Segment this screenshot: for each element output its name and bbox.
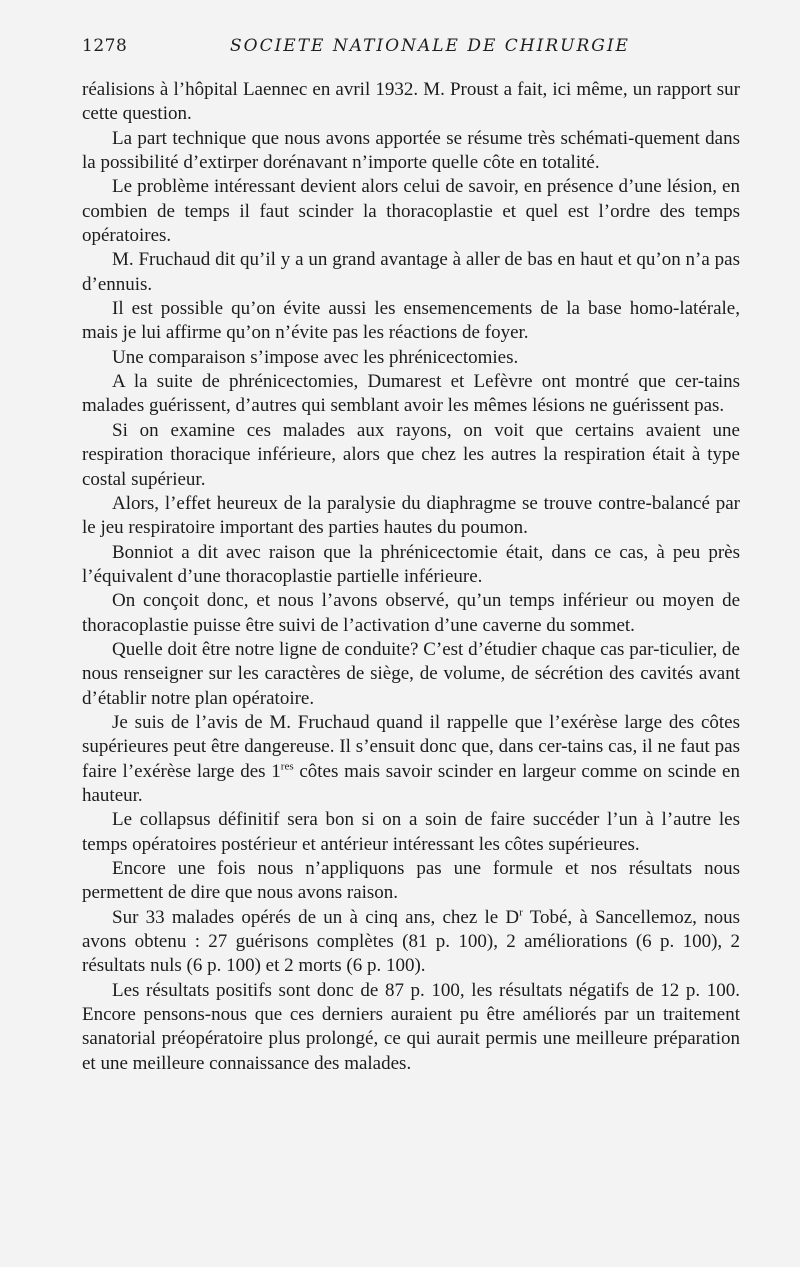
page-number: 1278 [82, 36, 128, 56]
body-text [82, 78, 740, 1076]
paragraph: M. Fruchaud dit qu’il y a un grand avantage à aller de bas en haut et qu’on n’a pas d’ennuis. [82, 249, 740, 295]
text-run: Tobé, à Sancellemoz, nous avons obtenu : 27 guérisons complètes (81 p. 100), 2 améliorations (6 p. 100), 2 résultats nuls (6 p. 100) et 2 morts (6 p. 100). [82, 906, 741, 977]
paragraph: Si on examine ces malades aux rayons, on voit que certains avaient une respiration thoracique inférieure, alors que chez les autres la respiration était à type costal supérieur. [82, 419, 740, 490]
text-run: Je suis de l’avis de M. Fruchaud quand il rappelle que l’exérèse large des côtes supérieures peut être dangereuse. Il s’ensuit donc que, dans cer-tains cas, il ne faut pas faire l’exérèse large des 1 [82, 711, 740, 782]
paragraph: La part technique que nous avons apportée se résume très schémati-quement dans la possibilité d’extirper dorénavant n’importe quelle côte en totalité. [82, 127, 740, 174]
paragraph: On conçoit donc, et nous l’avons observé, qu’un temps inférieur ou moyen de thoracoplastie puisse être suivi de l’activation d’une caverne du sommet. [82, 590, 740, 636]
paragraph: Quelle doit être notre ligne de conduite? C’est d’étudier chaque cas par-ticulier, de nous renseigner sur les caractères de siège, de volume, de sécrétion des cavités avant d’établir notre plan opératoire. [82, 638, 740, 709]
paragraph: Une comparaison s’impose avec les phrénicectomies. [112, 346, 519, 368]
paragraph: Le problème intéressant devient alors celui de savoir, en présence d’une lésion, en combien de temps il faut scinder la thoracoplastie et quel est l’ordre des temps opératoires. [82, 176, 740, 247]
paragraph-exerese [82, 711, 740, 808]
paragraph: A la suite de phrénicectomies, Dumarest et Lefèvre ont montré que cer-tains malades guérissent, d’autres qui semblant avoir les mêmes lésions ne guérissent pas. [82, 371, 740, 417]
paragraph: Il est possible qu’on évite aussi les ensemencements de la base homo-latérale, mais je lui affirme qu’on n’évite pas les réactions de foyer. [82, 298, 740, 344]
page-header [82, 36, 740, 64]
running-head: SOCIETE NATIONALE DE CHIRURGIE [230, 36, 630, 56]
text-run: Sur 33 malades opérés de un à cinq ans, chez le D [112, 906, 520, 928]
text-run: côtes mais savoir scinder en largeur comme on scinde en hauteur. [82, 760, 740, 806]
paragraph-results [82, 906, 740, 979]
superscript: r [519, 906, 523, 919]
paragraph: Les résultats positifs sont donc de 87 p. 100, les résultats négatifs de 12 p. 100. Encore pensons-nous que ces derniers auraient pu être améliorés par un traitement sanatorial préopératoire plus prolongé, ce qui aurait permis une meilleure préparation et une meilleure connaissance des malades. [82, 979, 740, 1074]
paragraph: Alors, l’effet heureux de la paralysie du diaphragme se trouve contre-balancé par le jeu respiratoire important des parties hautes du poumon. [82, 492, 740, 539]
paragraph: Encore une fois nous n’appliquons pas une formule et nos résultats nous permettent de dire que nous avons raison. [82, 858, 740, 904]
superscript: res [280, 760, 294, 773]
paragraph: Bonniot a dit avec raison que la phrénicectomie était, dans ce cas, à peu près l’équivalent d’une thoracoplastie partielle inférieure. [82, 541, 740, 587]
paragraph: réalisions à l’hôpital Laennec en avril 1932. M. Proust a fait, ici même, un rapport sur cette question. [82, 79, 740, 125]
paragraph: Le collapsus définitif sera bon si on a soin de faire succéder l’un à l’autre les temps opératoires postérieur et antérieur intéressant les côtes supérieures. [82, 809, 740, 855]
